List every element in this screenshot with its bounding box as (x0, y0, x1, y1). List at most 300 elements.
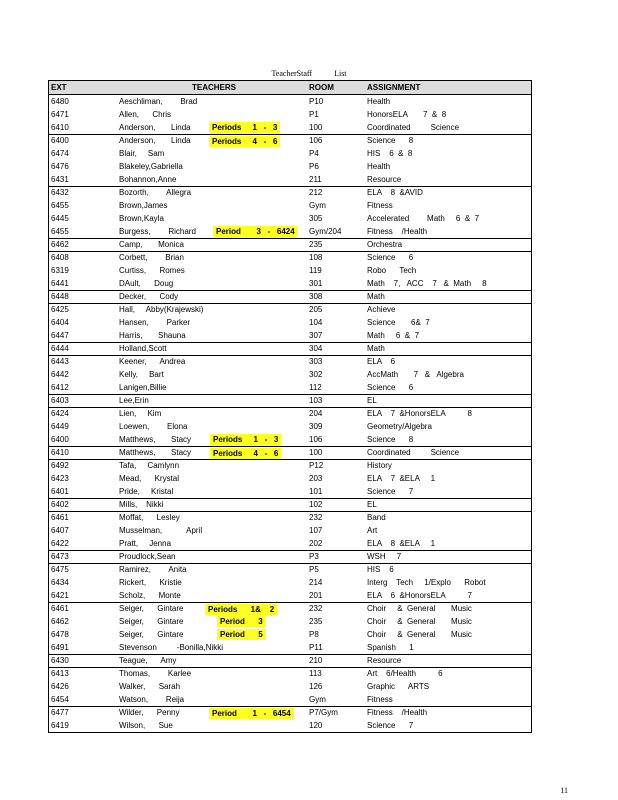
cell-ext: 6402 (51, 500, 69, 509)
cell-room: 203 (309, 474, 323, 483)
table-row (49, 537, 531, 550)
table-row (49, 693, 531, 706)
cell-assignment: Science 6& 7 (367, 318, 430, 327)
teacher-name: Pride, Kristal (119, 487, 174, 496)
cell-room: P4 (309, 149, 319, 158)
cell-assignment: Math 6 & 7 (367, 331, 420, 340)
cell-ext: 6413 (51, 669, 69, 678)
cell-assignment: Geometry/Algebra (367, 422, 432, 431)
table-row (49, 563, 531, 576)
cell-assignment: Math 7, ACC 7 & Math 8 (367, 279, 487, 288)
teacher-name: Teague, Amy (119, 656, 177, 665)
cell-assignment: Resource (367, 656, 402, 665)
header-assignment: ASSIGNMENT (367, 83, 421, 92)
cell-ext: 6443 (51, 357, 69, 366)
cell-room: 235 (309, 240, 323, 249)
cell-teacher (119, 395, 309, 407)
teacher-name: Kelly, Bart (119, 370, 164, 379)
cell-room: 210 (309, 656, 323, 665)
cell-ext: 6441 (51, 279, 69, 288)
cell-room: 101 (309, 487, 323, 496)
cell-ext: 6422 (51, 539, 69, 548)
cell-room: 107 (309, 526, 323, 535)
period-highlight: Periods 4 - 6 (210, 448, 281, 459)
cell-assignment: EL (367, 500, 377, 509)
cell-teacher (119, 95, 309, 108)
table-row (49, 381, 531, 394)
cell-room: 201 (309, 591, 323, 600)
cell-assignment: Interg Tech 1/Explo Robot (367, 578, 486, 587)
cell-teacher (119, 693, 309, 706)
cell-teacher (119, 135, 309, 147)
teacher-name: Curtiss, Romes (119, 266, 185, 275)
cell-teacher (119, 564, 309, 576)
cell-assignment: Accelerated Math 6 & 7 (367, 214, 480, 223)
table-row (49, 147, 531, 160)
cell-room: 104 (309, 318, 323, 327)
cell-assignment: EL (367, 396, 377, 405)
cell-room: P5 (309, 565, 319, 574)
cell-assignment: Science 7 (367, 487, 414, 496)
cell-ext: 6400 (51, 136, 69, 145)
teacher-name: Lien, Kim (119, 409, 162, 418)
table-row (49, 134, 531, 147)
teacher-name: Moffat, Lesley (119, 513, 180, 522)
cell-teacher (119, 199, 309, 212)
cell-teacher (119, 603, 309, 615)
cell-teacher (119, 343, 309, 355)
cell-teacher (119, 641, 309, 654)
cell-ext: 6432 (51, 188, 69, 197)
teacher-name: Wilson, Sue (119, 721, 173, 730)
teacher-name: Camp, Monica (119, 240, 184, 249)
cell-room: P12 (309, 461, 324, 470)
cell-ext: 6471 (51, 110, 69, 119)
teacher-name: Pratt, Jenna (119, 539, 172, 548)
table-row (49, 264, 531, 277)
table-row (49, 615, 531, 628)
teacher-name: Brown,Kayla (119, 214, 164, 223)
cell-assignment: Fitness (367, 201, 393, 210)
cell-ext: 6401 (51, 487, 69, 496)
table-body (49, 95, 531, 733)
teacher-name: Hansen, Parker (119, 318, 191, 327)
cell-teacher (119, 187, 309, 199)
cell-teacher (119, 707, 309, 719)
cell-assignment: ELA 6 &HonorsELA 7 (367, 591, 472, 600)
teacher-name: Bozorth, Allegra (119, 188, 192, 197)
cell-ext: 6444 (51, 344, 69, 353)
teacher-name: Aeschliman, Brad (119, 97, 198, 106)
teacher-name: Harris, Shauna (119, 331, 186, 340)
teacher-name: Tafa, Camlynn (119, 461, 180, 470)
header-room: ROOM (309, 83, 334, 92)
cell-ext: 6403 (51, 396, 69, 405)
cell-teacher (119, 212, 309, 225)
cell-ext: 6461 (51, 604, 69, 613)
table-row (49, 316, 531, 329)
staff-table (48, 80, 532, 733)
cell-teacher (119, 499, 309, 511)
cell-teacher (119, 524, 309, 537)
cell-assignment: Orchestra (367, 240, 403, 249)
teacher-name: Watson, Reija (119, 695, 185, 704)
cell-assignment: ELA 7 &ELA 1 (367, 474, 436, 483)
cell-assignment: Fitness /Health (367, 708, 428, 717)
teacher-name: Mead, Krystal (119, 474, 180, 483)
cell-room: 304 (309, 344, 323, 353)
title-left: TeacherStaff (271, 69, 313, 78)
cell-ext: 6478 (51, 630, 69, 639)
cell-assignment: Choir & General Music (367, 604, 472, 613)
cell-ext: 6425 (51, 305, 69, 314)
teacher-name: Lanigen,Billie (119, 383, 167, 392)
teacher-name: Proudlock,Sean (119, 552, 176, 561)
cell-assignment: Fitness (367, 695, 393, 704)
cell-assignment: Art (367, 526, 378, 535)
table-row (49, 238, 531, 251)
cell-teacher (119, 291, 309, 303)
table-row (49, 667, 531, 680)
teacher-name: Holland,Scott (119, 344, 167, 353)
cell-teacher (119, 160, 309, 173)
cell-ext: 6407 (51, 526, 69, 535)
cell-teacher (119, 147, 309, 160)
cell-room: P3 (309, 552, 319, 561)
cell-ext: 6475 (51, 565, 69, 574)
cell-teacher (119, 356, 309, 368)
cell-room: 126 (309, 682, 323, 691)
cell-teacher (119, 512, 309, 524)
cell-teacher (119, 551, 309, 563)
cell-ext: 6473 (51, 552, 69, 561)
cell-ext: 6431 (51, 175, 69, 184)
cell-assignment: Achieve (367, 305, 396, 314)
cell-assignment: WSH 7 (367, 552, 402, 561)
cell-room: 106 (309, 136, 323, 145)
cell-room: 212 (309, 188, 323, 197)
cell-teacher (119, 316, 309, 329)
cell-teacher (119, 447, 309, 459)
table-row (49, 576, 531, 589)
table-row (49, 446, 531, 459)
cell-ext: 6477 (51, 708, 69, 717)
cell-room: Gym/204 (309, 227, 342, 236)
cell-assignment: Science 6 (367, 253, 414, 262)
cell-ext: 6474 (51, 149, 69, 158)
table-row (49, 485, 531, 498)
cell-room: 103 (309, 396, 323, 405)
cell-assignment: Math (367, 344, 385, 353)
cell-teacher (119, 537, 309, 550)
cell-assignment: HIS 6 & 8 (367, 149, 413, 158)
cell-ext: 6455 (51, 227, 69, 236)
cell-assignment: AccMath 7 & Algebra (367, 370, 464, 379)
cell-assignment: Graphic ARTS (367, 682, 430, 691)
cell-ext: 6424 (51, 409, 69, 418)
cell-room: P7/Gym (309, 708, 338, 717)
cell-teacher (119, 719, 309, 732)
cell-room: P6 (309, 162, 319, 171)
teacher-name: Seiger, Gintare (119, 604, 184, 613)
cell-room: 204 (309, 409, 323, 418)
cell-assignment: Coordinated Science (367, 123, 460, 132)
page-number: 11 (560, 786, 568, 795)
teacher-name: Decker, Cody (119, 292, 179, 301)
cell-teacher (119, 121, 309, 134)
cell-room: 205 (309, 305, 323, 314)
cell-room: 307 (309, 331, 323, 340)
teacher-name: Mills, Nikki (119, 500, 164, 509)
cell-room: Gym (309, 695, 326, 704)
period-highlight: Periods 4 - 6 (209, 136, 280, 147)
teacher-name: Walker, Sarah (119, 682, 181, 691)
cell-teacher (119, 264, 309, 277)
cell-ext: 6434 (51, 578, 69, 587)
period-highlight: Periods 1 - 3 (209, 122, 280, 133)
cell-room: 108 (309, 253, 323, 262)
cell-assignment: ELA 6 (367, 357, 396, 366)
table-row (49, 290, 531, 303)
teacher-name: Matthews, Stacy (119, 448, 192, 457)
cell-assignment: Robo Tech (367, 266, 417, 275)
cell-ext: 6408 (51, 253, 69, 262)
cell-teacher (119, 225, 309, 238)
teacher-name: Corbett, Brian (119, 253, 184, 262)
cell-teacher (119, 304, 309, 316)
table-row (49, 680, 531, 693)
table-row (49, 277, 531, 290)
cell-ext: 6462 (51, 617, 69, 626)
cell-room: 232 (309, 513, 323, 522)
period-highlight: Period 1 - 6454 (209, 708, 294, 719)
cell-room: 302 (309, 370, 323, 379)
teacher-name: Seiger, Gintare (119, 617, 184, 626)
cell-assignment: Health (367, 162, 391, 171)
cell-ext: 6492 (51, 461, 69, 470)
table-row (49, 628, 531, 641)
cell-assignment: ELA 8 &AVID (367, 188, 423, 197)
cell-ext: 6400 (51, 435, 69, 444)
cell-teacher (119, 655, 309, 667)
cell-ext: 6430 (51, 656, 69, 665)
cell-assignment: HIS 6 (367, 565, 394, 574)
table-row (49, 342, 531, 355)
teacher-name: Anderson, Linda (119, 136, 191, 145)
cell-ext: 6421 (51, 591, 69, 600)
teacher-name: Ramirez, Anita (119, 565, 187, 574)
cell-assignment: Spanish 1 (367, 643, 414, 652)
cell-teacher (119, 329, 309, 342)
cell-room: P11 (309, 643, 323, 652)
cell-room: 102 (309, 500, 323, 509)
cell-ext: 6412 (51, 383, 69, 392)
cell-assignment: Science 6 (367, 383, 414, 392)
cell-ext: 6423 (51, 474, 69, 483)
cell-assignment: Math (367, 292, 385, 301)
table-row (49, 420, 531, 433)
table-row (49, 160, 531, 173)
table-row (49, 719, 531, 733)
cell-teacher (119, 615, 309, 628)
table-row (49, 368, 531, 381)
table-row (49, 524, 531, 537)
teacher-name: Musselman, April (119, 526, 203, 535)
cell-assignment: Resource (367, 175, 402, 184)
header-teachers: TEACHERS (191, 83, 236, 92)
table-row (49, 589, 531, 602)
cell-teacher (119, 277, 309, 290)
cell-room: 120 (309, 721, 323, 730)
table-row (49, 472, 531, 485)
teacher-name: Brown,James (119, 201, 168, 210)
table-row (49, 498, 531, 511)
cell-teacher (119, 485, 309, 498)
cell-room: 303 (309, 357, 323, 366)
cell-room: 309 (309, 422, 323, 431)
cell-assignment: Science 8 (367, 435, 414, 444)
table-row (49, 225, 531, 238)
cell-ext: 6454 (51, 695, 69, 704)
cell-room: 113 (309, 669, 322, 678)
cell-ext: 6426 (51, 682, 69, 691)
teacher-name: Keener, Andrea (119, 357, 186, 366)
cell-ext: 6449 (51, 422, 69, 431)
table-row (49, 121, 531, 134)
cell-teacher (119, 239, 309, 251)
teacher-name: Rickert, Kristie (119, 578, 182, 587)
teacher-name: Thomas, Karlee (119, 669, 192, 678)
table-row (49, 95, 531, 108)
cell-teacher (119, 408, 309, 420)
teacher-name: Allen, Chris (119, 110, 172, 119)
cell-assignment: Science 8 (367, 136, 414, 145)
cell-ext: 6410 (51, 123, 69, 132)
teacher-name: Burgess, Richard (119, 227, 196, 236)
table-row (49, 706, 531, 719)
teacher-name: Wilder, Penny (119, 708, 180, 717)
cell-assignment: Art 6/Health 6 (367, 669, 443, 678)
cell-assignment: Health (367, 97, 391, 106)
cell-ext: 6445 (51, 214, 69, 223)
table-row (49, 654, 531, 667)
cell-ext: 6491 (51, 643, 69, 652)
teacher-name: Anderson, Linda (119, 123, 191, 132)
teacher-name: DAult, Doug (119, 279, 174, 288)
cell-assignment: ELA 8 &ELA 1 (367, 539, 436, 548)
table-row (49, 550, 531, 563)
table-row (49, 511, 531, 524)
cell-room: Gym (309, 201, 326, 210)
cell-room: 202 (309, 539, 323, 548)
cell-ext: 6447 (51, 331, 69, 340)
title-right: List (334, 69, 347, 78)
table-row (49, 407, 531, 420)
cell-teacher (119, 472, 309, 485)
cell-teacher (119, 381, 309, 394)
cell-teacher (119, 420, 309, 433)
cell-room: P1 (309, 110, 319, 119)
cell-teacher (119, 460, 309, 472)
cell-teacher (119, 368, 309, 381)
cell-room: 211 (309, 175, 322, 184)
teacher-name: Lee,Erin (119, 396, 149, 405)
table-row (49, 173, 531, 186)
cell-teacher (119, 108, 309, 121)
table-row (49, 641, 531, 654)
cell-ext: 6476 (51, 162, 69, 171)
teacher-name: Matthews, Stacy (119, 435, 192, 444)
cell-assignment: Choir & General Music (367, 617, 472, 626)
cell-room: 235 (309, 617, 323, 626)
cell-ext: 6419 (51, 721, 69, 730)
table-row (49, 199, 531, 212)
period-highlight: Period 3 (217, 616, 266, 627)
table-row (49, 108, 531, 121)
period-highlight: Periods 1& 2 (205, 604, 277, 615)
cell-room: 305 (309, 214, 323, 223)
teacher-name: Scholz, Monte (119, 591, 181, 600)
cell-assignment: HonorsELA 7 & 8 (367, 110, 447, 119)
cell-assignment: ELA 7 &HonorsELA 8 (367, 409, 472, 418)
cell-ext: 6448 (51, 292, 69, 301)
cell-assignment: Fitness /Health (367, 227, 428, 236)
cell-room: 308 (309, 292, 323, 301)
cell-ext: 6462 (51, 240, 69, 249)
table-row (49, 303, 531, 316)
table-row (49, 459, 531, 472)
cell-teacher (119, 628, 309, 641)
table-header (49, 80, 531, 95)
cell-room: 106 (309, 435, 323, 444)
document-title (0, 69, 618, 78)
cell-ext: 6404 (51, 318, 69, 327)
cell-room: 301 (309, 279, 323, 288)
cell-teacher (119, 680, 309, 693)
teacher-name: Blair, Sam (119, 149, 165, 158)
cell-teacher (119, 252, 309, 264)
cell-ext: 6319 (51, 266, 69, 275)
table-row (49, 251, 531, 264)
cell-room: P8 (309, 630, 319, 639)
period-highlight: Period 3 - 6424 (213, 226, 298, 237)
cell-ext: 6480 (51, 97, 69, 106)
cell-room: 112 (309, 383, 322, 392)
table-row (49, 329, 531, 342)
period-highlight: Periods 1 - 3 (210, 434, 281, 445)
cell-assignment: Science 7 (367, 721, 414, 730)
cell-assignment: Choir & General Music (367, 630, 472, 639)
cell-room: 214 (309, 578, 323, 587)
teacher-name: Hall, Abby(Krajewski) (119, 305, 204, 314)
cell-room: 119 (309, 266, 322, 275)
cell-room: 100 (309, 448, 323, 457)
cell-assignment: Coordinated Science (367, 448, 460, 457)
teacher-name: Bohannon,Anne (119, 175, 177, 184)
table-row (49, 433, 531, 446)
period-highlight: Period 5 (217, 629, 266, 640)
cell-teacher (119, 589, 309, 602)
teacher-name: Blakeley,Gabriella (119, 162, 183, 171)
cell-ext: 6442 (51, 370, 69, 379)
teacher-name: Seiger, Gintare (119, 630, 184, 639)
cell-teacher (119, 576, 309, 589)
cell-teacher (119, 173, 309, 186)
cell-assignment: History (367, 461, 392, 470)
cell-room: P10 (309, 97, 324, 106)
header-ext: EXT (51, 83, 67, 92)
table-row (49, 355, 531, 368)
